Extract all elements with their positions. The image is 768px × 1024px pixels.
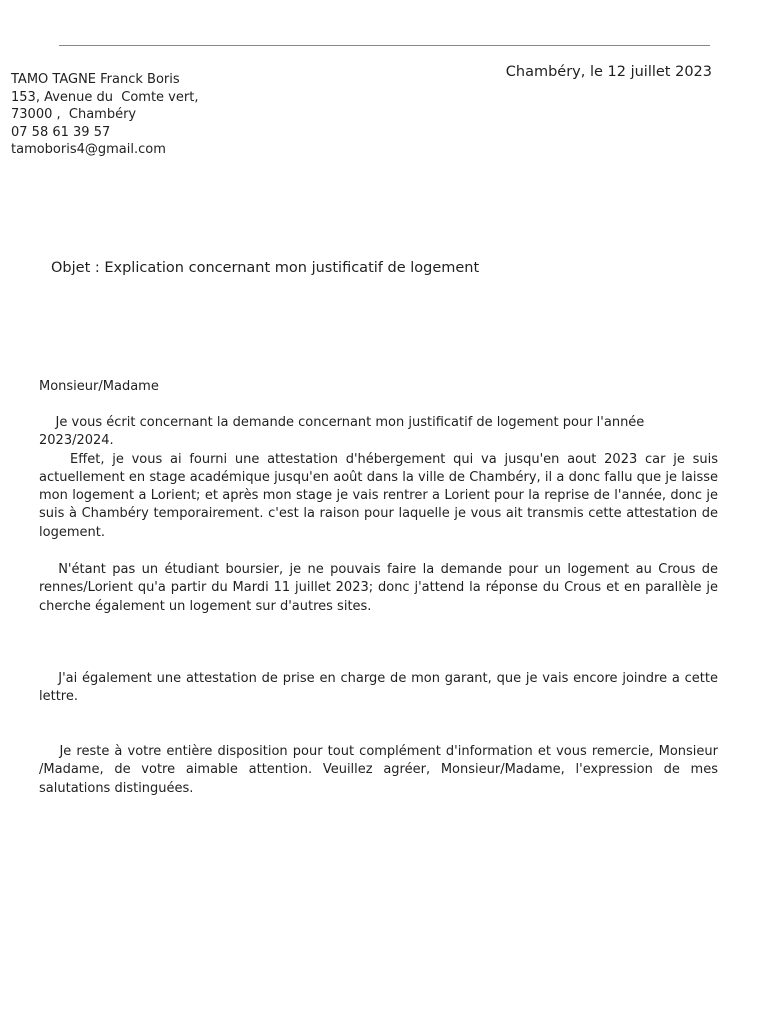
sender-email: tamoboris4@gmail.com [11, 142, 166, 157]
sender-address-line2: 73000 , Chambéry [11, 107, 137, 122]
paragraph-3 [39, 670, 723, 707]
paragraph-2-body: N'étant pas un étudiant boursier, je ne pouvais faire la demande pour un logement au Crous de rennes/Lorient qu'a partir du Mardi 11 juillet 2023; donc j'attend la réponse du Crous et en parallèle je cherche également un logement sur d'autres sites. [39, 562, 723, 614]
sender-address-line1: 153, Avenue du Comte vert, [11, 89, 199, 105]
paragraph-3-body: J'ai également une attestation de prise en charge de mon garant, que je vais encore joindre a cette lettre. [39, 671, 723, 705]
paragraph-4 [39, 743, 723, 798]
paragraph-4-body: Je reste à votre entière disposition pour tout complément d'information et vous remercie, Monsieur /Madame, de votre aimable attention. Veuillez agréer, Monsieur/Madame, l'expression de mes salutations distinguées. [39, 744, 723, 796]
paragraph-1 [39, 414, 723, 542]
sender-name: TAMO TAGNE Franck Boris [11, 72, 180, 87]
letter-subject: Objet : Explication concernant mon justificatif de logement [51, 260, 480, 276]
salutation: Monsieur/Madame [39, 379, 159, 394]
sender-phone: 07 58 61 39 57 [11, 124, 111, 140]
letter-date: Chambéry, le 12 juillet 2023 [505, 64, 712, 80]
header-rule [59, 45, 710, 46]
paragraph-1-first-line: Je vous écrit concernant la demande concernant mon justificatif de logement pour l'année 2023/2024. [39, 415, 649, 449]
paragraph-1-body: Effet, je vous ai fourni une attestation d'hébergement qui va jusqu'en aout 2023 car je suis actuellement en stage académique jusqu'en août dans la ville de Chambéry, il a donc fallu que je laisse mon logement a Lorient; et après mon stage je vais rentrer a Lorient pour la reprise de l'année, donc je suis à Chambéry temporairement. c'est la raison pour laquelle je vous ait transmis cette attestation de logement. [39, 451, 723, 540]
paragraph-2 [39, 561, 723, 616]
sender-block [11, 71, 198, 159]
